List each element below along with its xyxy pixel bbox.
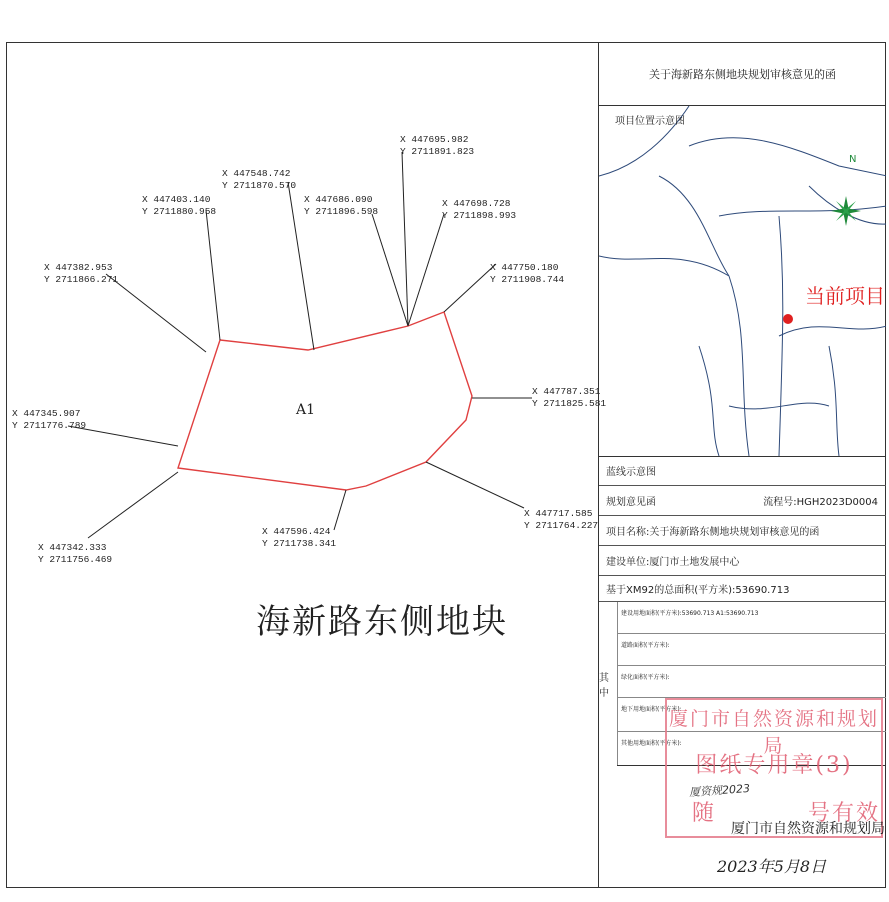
- handwritten-note: 厦资规2023: [688, 781, 751, 800]
- flow-number: 流程号:HGH2023D0004: [763, 497, 878, 508]
- coord-label: X 447750.180 Y 2711908.744: [490, 262, 565, 285]
- sub-row: 其他用地面积(平方米):: [617, 732, 886, 766]
- location-map: [599, 106, 886, 457]
- site-plan-drawing: [6, 42, 598, 888]
- coord-label: X 447787.351 Y 2711825.581: [532, 386, 607, 409]
- opinion-row: [599, 486, 886, 516]
- coord-label: X 447548.742 Y 2711870.570: [222, 168, 297, 191]
- sub-row: 绿化面积(平方米):: [617, 666, 886, 698]
- coord-label: X 447695.982 Y 2711891.823: [400, 134, 475, 157]
- location-map-label: 项目位置示意图: [615, 116, 685, 127]
- current-project-label: 当前项目: [805, 284, 885, 308]
- coord-label: X 447686.090 Y 2711896.598: [304, 194, 379, 217]
- document-title: 关于海新路东侧地块规划审核意见的函: [599, 42, 886, 106]
- project-name: 项目名称:关于海新路东侧地块规划审核意见的函: [599, 516, 886, 546]
- sub-row: 建设用地面积(平方米):53690.713 A1:53690.713: [617, 602, 886, 634]
- coord-label: X 447342.333 Y 2711756.469: [38, 542, 113, 565]
- official-stamp: 厦门市自然资源和规划局 图纸专用章(3) 随 号有效: [665, 698, 883, 838]
- coord-label: X 447382.953 Y 2711866.271: [44, 262, 119, 285]
- parcel-label: A1: [296, 402, 316, 418]
- qizhong-label: 其中: [599, 602, 618, 766]
- north-arrow-icon: [831, 196, 861, 226]
- coord-label: X 447403.140 Y 2711880.958: [142, 194, 217, 217]
- issue-date: 2023年5月8日: [717, 857, 827, 876]
- plan-title: 海新路东侧地块: [256, 602, 508, 642]
- redline-label: 蓝线示意图: [599, 456, 886, 486]
- coord-label: X 447596.424 Y 2711738.341: [262, 526, 337, 549]
- total-area: 基于XM92的总面积(平方米):53690.713: [599, 576, 886, 602]
- sub-row: 地下用地面积(平方米):: [617, 698, 886, 732]
- coord-label: X 447345.907 Y 2711776.789: [12, 408, 87, 431]
- sub-row: 道路面积(平方米):: [617, 634, 886, 666]
- info-panel: [598, 42, 886, 888]
- construction-unit: 建设单位:厦门市土地发展中心: [599, 546, 886, 576]
- project-marker-icon: [783, 314, 793, 324]
- north-label: N: [849, 154, 857, 165]
- coord-label: X 447717.585 Y 2711764.227: [524, 508, 599, 531]
- coord-label: X 447698.728 Y 2711898.993: [442, 198, 517, 221]
- opinion-label: 规划意见函: [606, 497, 656, 508]
- issuing-organization: 厦门市自然资源和规划局: [731, 821, 885, 837]
